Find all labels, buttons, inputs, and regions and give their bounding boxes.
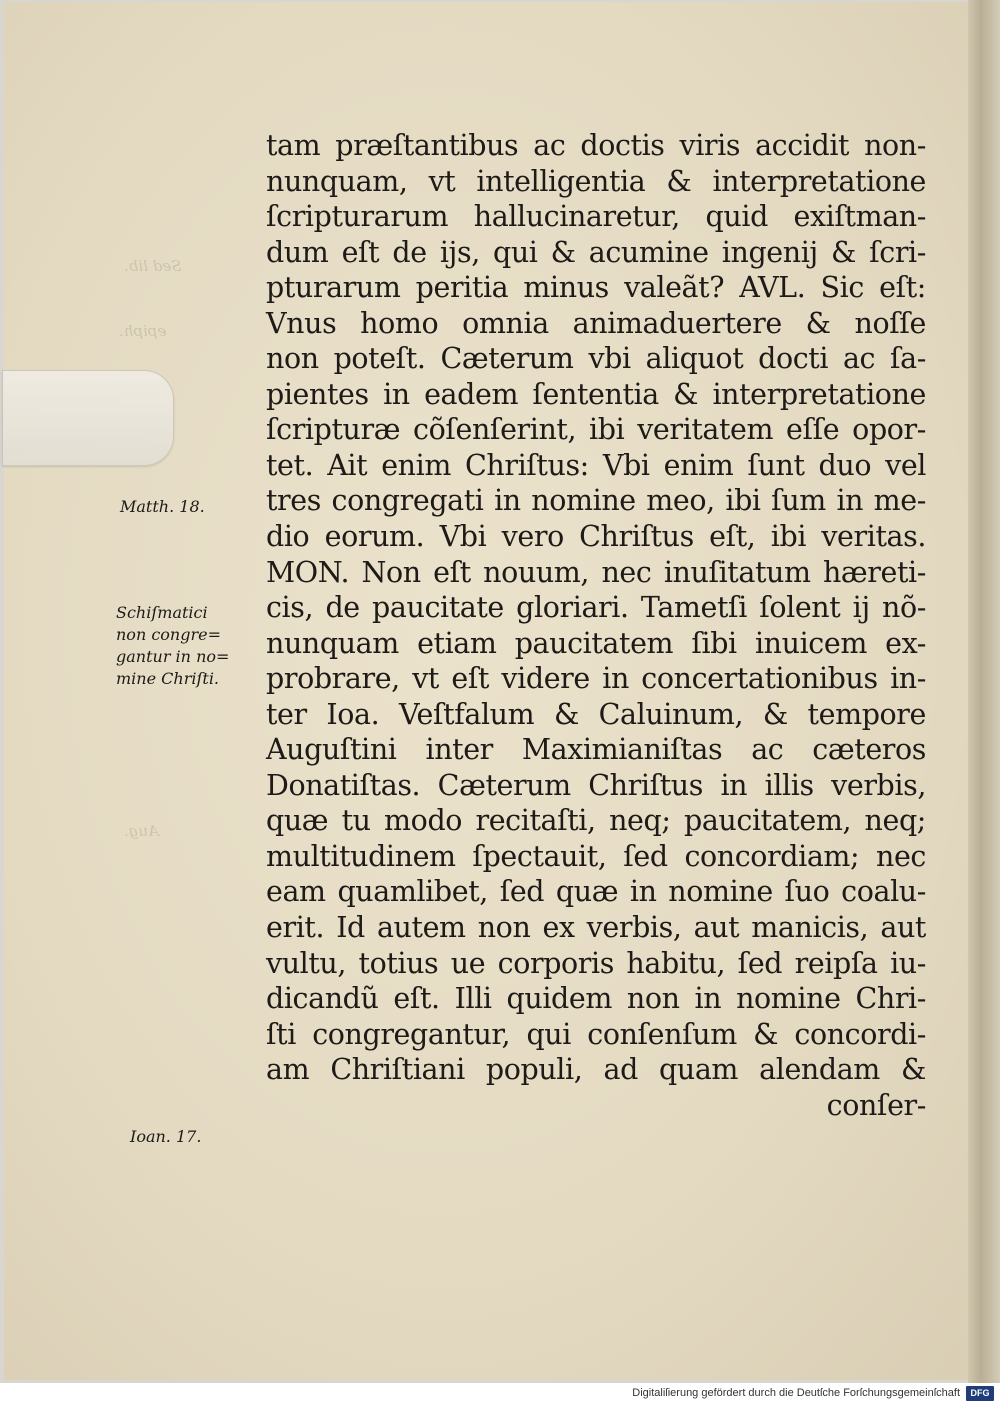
text-line: ter Ioa. Veſtfalum & Caluinum, & tempore [266,697,926,731]
show-through-text: epiph. [119,322,167,340]
funding-credit: Digitaliſierung gefördert durch die Deutſche Forſchungsgemeinſchaft [632,1387,960,1399]
text-line: non poteſt. Cæterum vbi aliquot docti ac ſa- [266,342,926,376]
show-through-text: Aug. [124,822,159,840]
margin-note-line: non congre= [116,625,221,644]
margin-note-line: gantur in no= [116,647,230,666]
text-line: tres congregati in nomine meo, ibi ſum in me- [266,484,926,518]
text-line: ſcripturarum hallucinaretur, quid exiſtman- [266,200,926,234]
book-gutter [968,0,1000,1383]
text-line: Vnus homo omnia animaduertere & noſſe [266,306,926,340]
text-line: multitudinem ſpectauit, ſed concordiam; nec [266,839,926,873]
text-line: ſcripturæ cõſenſerint, ibi veritatem eſſe opor- [266,413,926,447]
margin-note-matth: Matth. 18. [120,497,205,516]
paper-bookmark [2,370,174,466]
text-line: pturarum peritia minus valeãt? AVL. Sic eſt: [266,271,926,305]
text-line: ſti congregantur, qui conſenſum & concordi- [266,1017,926,1051]
margin-note-line: Schiſmatici [116,603,208,622]
text-line: cis, de paucitate gloriari. Tametſi ſolent ij nõ- [266,591,926,625]
text-line: quæ tu modo recitaſti, neq; paucitatem, neq; [266,804,926,838]
text-line: tam præſtantibus ac doctis viris accidit non- [266,129,926,162]
text-line: dicandũ eſt. Illi quidem non in nomine Chri- [266,982,926,1016]
text-line: eam quamlibet, ſed quæ in nomine ſuo coalu- [266,875,926,909]
margin-note-ioan: Ioan. 17. [130,1127,202,1146]
footer-bar [0,1383,1000,1405]
text-line: Auguſtini inter Maximianiſtas ac cæteros [266,733,926,767]
text-line: Donatiſtas. Cæterum Chriſtus in illis verbis, [266,768,926,802]
show-through-text: Sed lib. [124,257,182,275]
text-line: vultu, totius ue corporis habitu, ſed reipſa iu- [266,946,926,980]
text-line: tet. Ait enim Chriſtus: Vbi enim ſunt duo vel [266,448,926,482]
main-text-block [266,128,926,1123]
book-page [4,2,981,1380]
catchword: conſer- [826,1088,926,1122]
text-line: nunquam etiam paucitatem ſibi inuicem ex- [266,626,926,660]
text-line: dum eſt de ijs, qui & acumine ingenij & ſcri- [266,235,926,269]
text-line: erit. Id autem non ex verbis, aut manicis, aut [266,911,926,945]
text-line: pientes in eadem ſententia & interpretatione [266,377,926,411]
dfg-logo-icon: DFG [966,1386,994,1401]
text-line: probrare, vt eſt videre in concertationibus in- [266,662,926,696]
text-line: dio eorum. Vbi vero Chriſtus eſt, ibi veritas. [266,520,926,554]
text-line: MON. Non eſt nouum, nec inuſitatum hæreti- [266,555,926,589]
margin-note-schismatici [116,602,229,690]
margin-note-line: mine Chriſti. [116,669,220,688]
text-line: nunquam, vt intelligentia & interpretatione [266,164,926,198]
text-line: am Chriſtiani populi, ad quam alendam & [266,1053,926,1087]
